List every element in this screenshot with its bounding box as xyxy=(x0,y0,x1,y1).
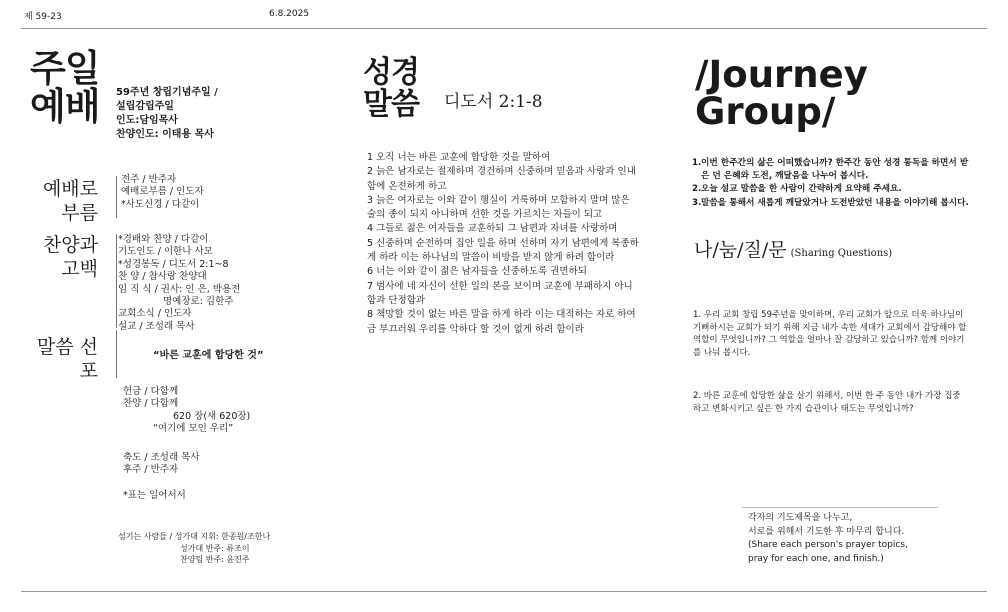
list-item: 2. 오늘 설교 말씀을 한 사람이 간략하게 요약해 주세요. xyxy=(692,184,902,195)
list-item: 예배로부름 / 인도자 xyxy=(121,186,204,198)
verse: 4 그들로 젊은 여자들을 교훈하되 그 남편과 자녀를 사랑하며 xyxy=(367,223,618,235)
list-item: “여기에 모인 우리” xyxy=(153,423,234,435)
scripture-reference: 디도서 2:1-8 xyxy=(444,92,543,112)
sermon-title: “바른 교훈에 합당한 것” xyxy=(153,350,264,361)
praise-order-list xyxy=(118,234,240,333)
list-item: 기도인도 / 이한나 사모 xyxy=(118,246,213,258)
list-item: 3. 말씀을 통해서 새롭게 깨달았거나 도전받았던 내용을 이야기해 봅시다. xyxy=(692,197,969,208)
praise-divider xyxy=(116,234,117,328)
journey-group-title: /Journey Group/ xyxy=(695,53,868,133)
standing-note: *표는 일어서서 xyxy=(123,490,186,501)
list-item: 찬 양 / 참사랑 찬양대 xyxy=(118,271,207,283)
list-item: 후주 / 반주자 xyxy=(123,464,179,476)
verse: 8 책망할 것이 없는 바른 말을 하게 하라 이는 대적하는 자로 하여금 부끄러워 우리를 악하다 할 것이 없게 하려 함이라 xyxy=(367,309,636,335)
worship-subtitle: 59주년 창립기념주일 / 설립감립주일 인도:담임목사 찬양인도: 이태용 목사 xyxy=(116,87,218,140)
section-call-to-worship: 예배로 부름 xyxy=(42,178,98,224)
list-item: 명예장로: 김한주 xyxy=(163,296,234,308)
verse: 5 신중하며 순전하며 집안 일을 하며 선하며 자기 남편에게 복종하게 하라 이는 하나님의 말씀이 비방을 받지 않게 하려 함이라 xyxy=(367,237,639,264)
section-sermon: 말씀 선포 xyxy=(36,336,98,382)
list-item: *성경봉독 / 디도서 2:1~8 xyxy=(118,258,229,270)
scripture-verses xyxy=(367,151,639,337)
list-item: 찬양 / 다함께 xyxy=(123,398,179,410)
prayer-instructions: 각자의 기도제목을 나누고, 서로를 위해서 기도한 후 마무리 합니다. (Share each person's prayer topics, pray for each one, and finish.) xyxy=(748,513,908,564)
sharing-question: 2. 바른 교훈에 합당한 삶을 살기 위해서, 이번 한 주 동안 내가 가장 집중하고 변화시키고 싶은 한 가지 습관이나 태도는 무엇입니까? xyxy=(693,391,961,414)
list-item: 헌금 / 다함께 xyxy=(123,386,179,397)
list-item: *사도신경 / 다같이 xyxy=(121,198,200,210)
call-order-list xyxy=(121,174,204,211)
list-item: *경배와 찬양 / 다같이 xyxy=(118,234,209,245)
section-praise-confession: 찬양과 고백 xyxy=(42,234,98,280)
verse: 7 범사에 네 자신이 선한 일의 본을 보이며 교훈에 부패하지 아니함과 단정함과 xyxy=(367,280,633,306)
scripture-title: 성경 말씀 xyxy=(363,55,419,122)
list-item: 1. 이번 한주간의 삶은 어떠했습니까? 한주간 동안 성경 통독을 하면서 받은 던 은혜와 도전, 깨달음을 나누어 봅시다. xyxy=(692,158,969,182)
sermon-divider xyxy=(116,330,117,378)
prayer-divider xyxy=(742,507,938,508)
verse: 1 오직 너는 바른 교훈에 합당한 것을 말하여 xyxy=(367,152,551,163)
list-item: 전주 / 반주자 xyxy=(121,174,177,185)
bulletin-date: 6.8.2025 xyxy=(269,9,310,19)
credits: 섬기는 사람들 / 성가대 지휘: 한종원/조한나 성가대 반주: 류조이 찬양팀 반주: 윤진주 xyxy=(118,532,271,564)
top-rule xyxy=(21,28,987,29)
sharing-question: 1. 우리 교회 창립 59주년을 맞이하며, 우리 교회가 앞으로 더욱 하나님이 기뻐하시는 교회가 되기 위해 지금 내가 속한 세대가 교회에서 감당해야 할 역할이 무엇입니까? 그 역할을 얼마나 잘 감당하고 있습니까? 함께 이야기를 나눠 봅시다. xyxy=(693,310,967,358)
bottom-rule xyxy=(21,591,987,592)
offering-list xyxy=(123,386,250,436)
call-divider xyxy=(116,176,117,218)
journey-prompts xyxy=(692,157,972,210)
list-item: 설교 / 조성래 목사 xyxy=(118,320,195,332)
sharing-questions-heading: 나/눔/질/문 (Sharing Questions) xyxy=(694,239,893,261)
verse: 3 늙은 여자로는 이와 같이 행실이 거룩하며 모함하지 말며 많은 술의 종이 되지 아니하며 선한 것을 가르치는 자들이 되고 xyxy=(367,194,630,221)
verse: 2 늙은 남자로는 절제하며 경건하며 신중하며 믿음과 사랑과 인내함에 온전하게 하고 xyxy=(367,166,636,192)
list-item: 620 장(새 620장) xyxy=(173,410,251,422)
list-item: 교회소식 / 인도자 xyxy=(118,308,192,320)
closing-list xyxy=(123,452,200,477)
worship-title: 주일 예배 xyxy=(30,47,100,128)
list-item: 축도 / 조성래 목사 xyxy=(123,452,200,463)
issue-number: 제 59-23 xyxy=(24,12,62,22)
verse: 6 너는 이와 같이 젊은 남자들을 신중하도록 권면하되 xyxy=(367,266,587,278)
list-item: 임 직 식 / 권사: 인 은, 박용전 xyxy=(118,283,241,295)
